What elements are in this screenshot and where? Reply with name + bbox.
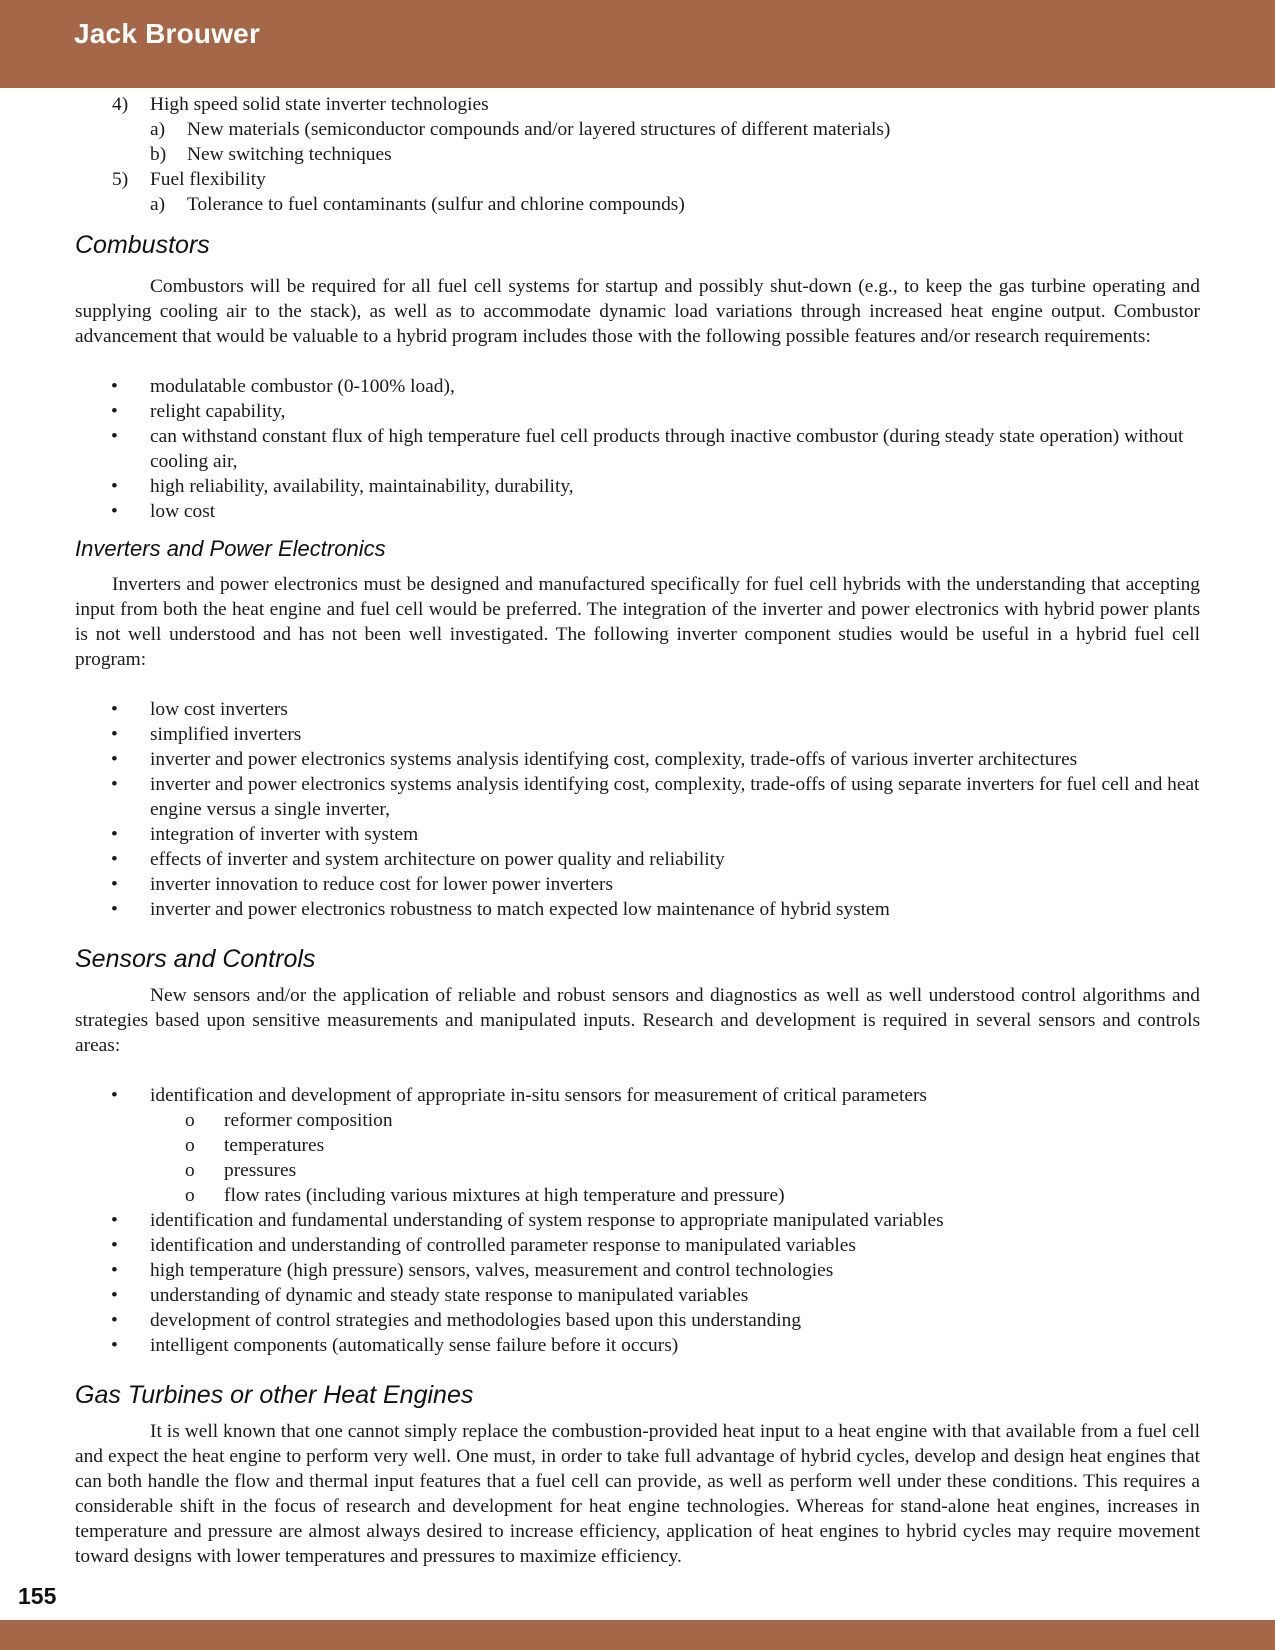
list-item-text: inverter and power electronics robustness to match expected low maintenance of hybrid system <box>150 899 890 920</box>
sub-list-item-text: Tolerance to fuel contaminants (sulfur and chlorine compounds) <box>187 194 685 215</box>
list-item <box>75 697 1200 722</box>
sub-list-item-text: temperatures <box>224 1135 325 1156</box>
bullet-marker: • <box>111 849 118 870</box>
sub-list-item-text: New switching techniques <box>187 144 392 165</box>
list-item-text: inverter and power electronics systems analysis identifying cost, complexity, trade-offs of using separate inverters for fuel cell and heat engine versus a single inverter, <box>150 774 1200 820</box>
list-item-text: identification and development of appropriate in-situ sensors for measurement of critical parameters <box>150 1085 927 1106</box>
bullet-marker: • <box>111 749 118 770</box>
section-heading-inverters: Inverters and Power Electronics <box>75 536 386 561</box>
list-item <box>75 1308 1200 1333</box>
list-number: 5) <box>112 169 129 190</box>
list-item <box>75 399 1200 424</box>
section-heading-gas-turbines: Gas Turbines or other Heat Engines <box>75 1381 474 1409</box>
section-heading-combustors: Combustors <box>75 231 210 259</box>
list-item <box>75 772 1200 822</box>
list-item <box>75 722 1200 747</box>
list-item-text: inverter and power electronics systems analysis identifying cost, complexity, trade-offs of various inverter architectures <box>150 749 1078 770</box>
sub-list-item <box>75 142 1200 167</box>
list-item-text: identification and understanding of controlled parameter response to manipulated variables <box>150 1235 856 1256</box>
list-item-text: high reliability, availability, maintainability, durability, <box>150 476 574 497</box>
sub-list-item <box>150 1108 1200 1133</box>
list-number: 4) <box>112 94 129 115</box>
sensors-paragraph: New sensors and/or the application of reliable and robust sensors and diagnostics as well as well understood control algorithms and strategies based upon sensitive measurements and manipulated inputs. Research and development is required in several sensors and controls areas: <box>75 985 1200 1056</box>
combustors-paragraph: Combustors will be required for all fuel cell systems for startup and possibly shut-down (e.g., to keep the gas turbine operating and supplying cooling air to the stack), as well as to accommodate dynamic load variations through increased heat engine output. Combustor advancement that would be valuable to a hybrid program includes those with the following possible features and/or research requirements: <box>75 276 1200 347</box>
list-item <box>75 1258 1200 1283</box>
sub-list-item <box>150 1158 1200 1183</box>
inverters-bullet-list <box>75 697 1200 922</box>
list-item <box>75 1233 1200 1258</box>
bullet-marker: • <box>111 1235 118 1256</box>
list-item-text: effects of inverter and system architecture on power quality and reliability <box>150 849 725 870</box>
author-name: Jack Brouwer <box>74 18 261 49</box>
list-item <box>75 872 1200 897</box>
list-item <box>75 167 1200 192</box>
bullet-marker: • <box>111 724 118 745</box>
list-item <box>75 1283 1200 1308</box>
bullet-marker: • <box>111 774 118 795</box>
sub-list-letter: a) <box>150 194 166 215</box>
bullet-marker: • <box>111 1260 118 1281</box>
list-item <box>75 499 1200 524</box>
list-item-text: low cost <box>150 501 216 522</box>
list-item-text: Fuel flexibility <box>150 169 266 190</box>
list-item-text: inverter innovation to reduce cost for lower power inverters <box>150 874 614 895</box>
bullet-marker: • <box>111 401 118 422</box>
list-item-text: can withstand constant flux of high temperature fuel cell products through inactive combustor (during steady state operation) without cooling air, <box>150 426 1184 472</box>
list-item-text: intelligent components (automatically sense failure before it occurs) <box>150 1335 679 1356</box>
sub-list-item-text: pressures <box>224 1160 297 1181</box>
bullet-marker: • <box>111 699 118 720</box>
list-item <box>75 747 1200 772</box>
sub-bullet-marker: o <box>185 1135 195 1156</box>
page-number: 155 <box>18 1583 57 1609</box>
bullet-marker: • <box>111 1335 118 1356</box>
list-item <box>75 374 1200 399</box>
bullet-marker: • <box>111 899 118 920</box>
bullet-marker: • <box>111 1085 118 1106</box>
sub-list-item-text: flow rates (including various mixtures at high temperature and pressure) <box>224 1185 785 1206</box>
footer-bar <box>0 1620 1275 1650</box>
sub-list-letter: b) <box>150 144 167 165</box>
list-item-text: integration of inverter with system <box>150 824 419 845</box>
sensors-sub-list <box>150 1108 1200 1208</box>
page-content <box>75 92 1200 1569</box>
list-item-text: relight capability, <box>150 401 286 422</box>
combustors-bullet-list <box>75 374 1200 524</box>
section-heading-sensors: Sensors and Controls <box>75 945 316 973</box>
list-item <box>75 1083 1200 1208</box>
list-item <box>75 474 1200 499</box>
bullet-marker: • <box>111 476 118 497</box>
sub-list-item <box>150 1183 1200 1208</box>
bullet-marker: • <box>111 501 118 522</box>
sub-list-item <box>150 1133 1200 1158</box>
bullet-marker: • <box>111 1210 118 1231</box>
list-item-text: understanding of dynamic and steady state response to manipulated variables <box>150 1285 749 1306</box>
list-item <box>75 92 1200 117</box>
list-item-text: identification and fundamental understanding of system response to appropriate manipulated variables <box>150 1210 944 1231</box>
sub-list-item-text: reformer composition <box>224 1110 393 1131</box>
sub-list-item-text: New materials (semiconductor compounds and/or layered structures of different materials) <box>187 119 891 140</box>
numbered-list <box>75 92 1200 217</box>
gas-turbines-paragraph: It is well known that one cannot simply replace the combustion-provided heat input to a heat engine with that available from a fuel cell and expect the heat engine to perform very well. One must, in order to take full advantage of hybrid cycles, develop and design heat engines that can both handle the flow and thermal input features that a fuel cell can provide, as well as perform well under these conditions. This requires a considerable shift in the focus of research and development for heat engine technologies. Whereas for stand-alone heat engines, increases in temperature and pressure are almost always desired to increase efficiency, application of heat engines to hybrid cycles may require movement toward designs with lower temperatures and pressures to maximize efficiency. <box>75 1421 1200 1567</box>
sub-list-item <box>75 117 1200 142</box>
list-item <box>75 1208 1200 1233</box>
bullet-marker: • <box>111 376 118 397</box>
bullet-marker: • <box>111 1285 118 1306</box>
sub-bullet-marker: o <box>185 1110 195 1131</box>
inverters-paragraph: Inverters and power electronics must be designed and manufactured specifically for fuel cell hybrids with the understanding that accepting input from both the heat engine and fuel cell would be preferred. The integration of the inverter and power electronics with hybrid power plants is not well understood and has not been well investigated. The following inverter component studies would be useful in a hybrid fuel cell program: <box>75 574 1200 670</box>
bullet-marker: • <box>111 426 118 447</box>
list-item-text: low cost inverters <box>150 699 288 720</box>
sub-list-item <box>75 192 1200 217</box>
list-item-text: modulatable combustor (0-100% load), <box>150 376 455 397</box>
bullet-marker: • <box>111 1310 118 1331</box>
list-item-text: High speed solid state inverter technologies <box>150 94 489 115</box>
header-bar <box>0 0 1275 88</box>
sensors-bullet-list <box>75 1083 1200 1358</box>
list-item <box>75 847 1200 872</box>
list-item-text: simplified inverters <box>150 724 302 745</box>
list-item-text: development of control strategies and methodologies based upon this understanding <box>150 1310 802 1331</box>
list-item <box>75 424 1200 474</box>
bullet-marker: • <box>111 824 118 845</box>
bullet-marker: • <box>111 874 118 895</box>
sub-list-letter: a) <box>150 119 166 140</box>
sub-bullet-marker: o <box>185 1185 195 1206</box>
sub-bullet-marker: o <box>185 1160 195 1181</box>
list-item <box>75 822 1200 847</box>
list-item-text: high temperature (high pressure) sensors, valves, measurement and control technologies <box>150 1260 834 1281</box>
list-item <box>75 1333 1200 1358</box>
list-item <box>75 897 1200 922</box>
